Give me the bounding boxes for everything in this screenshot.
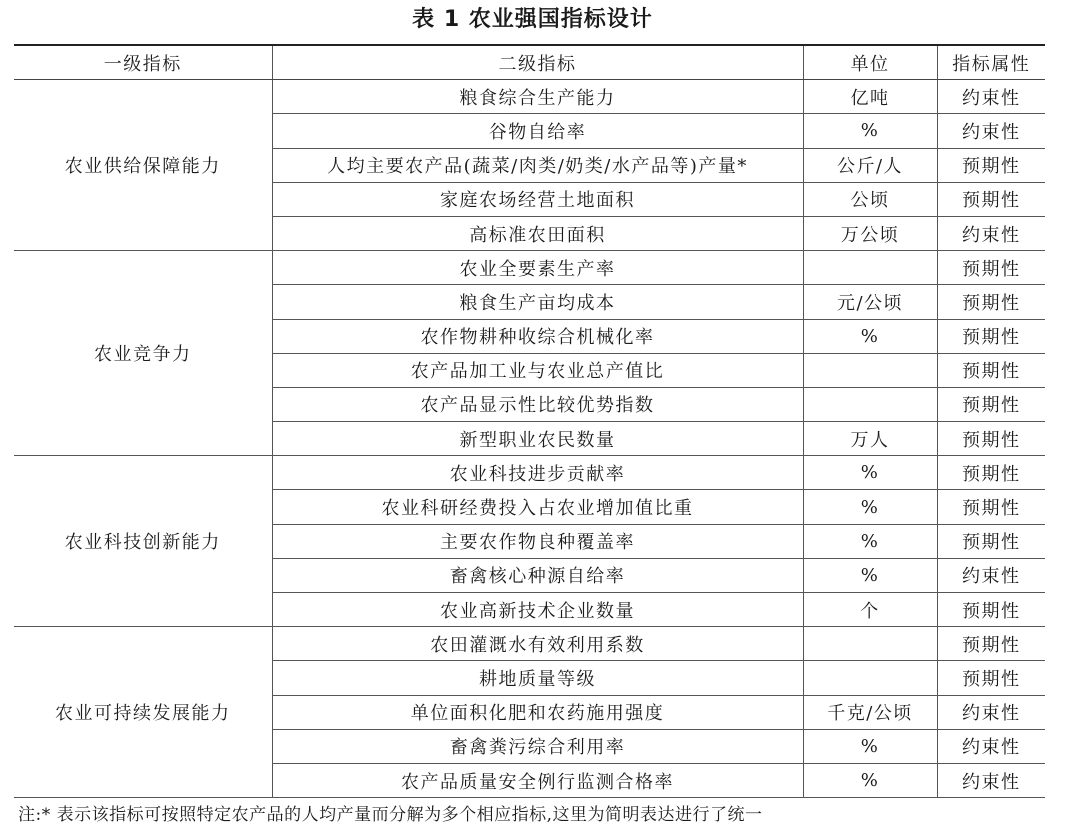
unit-cell: % <box>803 490 937 524</box>
attribute-cell: 约束性 <box>937 695 1045 729</box>
attribute-cell: 预期性 <box>937 524 1045 558</box>
attribute-cell: 预期性 <box>937 251 1045 285</box>
unit-cell <box>803 251 937 285</box>
attribute-cell: 约束性 <box>937 729 1045 763</box>
header-level2: 二级指标 <box>272 45 803 80</box>
unit-cell: 公斤/人 <box>803 148 937 182</box>
header-level1: 一级指标 <box>14 45 272 80</box>
level2-indicator: 农业全要素生产率 <box>272 251 803 285</box>
attribute-cell: 预期性 <box>937 456 1045 490</box>
level2-indicator: 主要农作物良种覆盖率 <box>272 524 803 558</box>
unit-cell <box>803 353 937 387</box>
level2-indicator: 谷物自给率 <box>272 114 803 148</box>
unit-cell: 亿吨 <box>803 80 937 114</box>
unit-cell: % <box>803 524 937 558</box>
level2-indicator: 农作物耕种收综合机械化率 <box>272 319 803 353</box>
level2-indicator: 高标准农田面积 <box>272 216 803 250</box>
unit-cell: 千克/公顷 <box>803 695 937 729</box>
level2-indicator: 新型职业农民数量 <box>272 422 803 456</box>
unit-cell: % <box>803 319 937 353</box>
unit-cell: % <box>803 729 937 763</box>
attribute-cell: 预期性 <box>937 490 1045 524</box>
table-row <box>14 456 1045 490</box>
level2-indicator: 农田灌溉水有效利用系数 <box>272 627 803 661</box>
unit-cell: % <box>803 558 937 592</box>
table-title: 表 1 农业强国指标设计 <box>412 7 653 32</box>
attribute-cell: 预期性 <box>937 353 1045 387</box>
table-row <box>14 251 1045 285</box>
attribute-cell: 约束性 <box>937 80 1045 114</box>
level1-indicator: 农业科技创新能力 <box>14 456 272 627</box>
attribute-cell: 约束性 <box>937 114 1045 148</box>
level2-indicator: 粮食综合生产能力 <box>272 80 803 114</box>
level2-indicator: 单位面积化肥和农药施用强度 <box>272 695 803 729</box>
header-attribute: 指标属性 <box>937 45 1045 80</box>
unit-cell: 万人 <box>803 422 937 456</box>
level2-indicator: 畜禽粪污综合利用率 <box>272 729 803 763</box>
attribute-cell: 预期性 <box>937 285 1045 319</box>
unit-cell: 元/公顷 <box>803 285 937 319</box>
level2-indicator: 耕地质量等级 <box>272 661 803 695</box>
unit-cell: % <box>803 763 937 797</box>
level2-indicator: 农业科研经费投入占农业增加值比重 <box>272 490 803 524</box>
unit-cell: % <box>803 456 937 490</box>
level2-indicator: 家庭农场经营土地面积 <box>272 182 803 216</box>
unit-cell <box>803 387 937 421</box>
level2-indicator: 农业高新技术企业数量 <box>272 593 803 627</box>
level2-indicator: 农产品显示性比较优势指数 <box>272 387 803 421</box>
attribute-cell: 预期性 <box>937 661 1045 695</box>
attribute-cell: 约束性 <box>937 558 1045 592</box>
indicator-table <box>14 44 1045 798</box>
table-row <box>14 80 1045 114</box>
header-unit: 单位 <box>803 45 937 80</box>
attribute-cell: 预期性 <box>937 627 1045 661</box>
level2-indicator: 农产品加工业与农业总产值比 <box>272 353 803 387</box>
unit-cell <box>803 627 937 661</box>
level2-indicator: 农产品质量安全例行监测合格率 <box>272 763 803 797</box>
level2-indicator: 人均主要农产品(蔬菜/肉类/奶类/水产品等)产量* <box>272 148 803 182</box>
attribute-cell: 约束性 <box>937 763 1045 797</box>
attribute-cell: 约束性 <box>937 216 1045 250</box>
unit-cell: 公顷 <box>803 182 937 216</box>
table-header-row <box>14 45 1045 80</box>
unit-cell <box>803 661 937 695</box>
level2-indicator: 畜禽核心种源自给率 <box>272 558 803 592</box>
unit-cell: % <box>803 114 937 148</box>
level1-indicator: 农业可持续发展能力 <box>14 627 272 798</box>
attribute-cell: 预期性 <box>937 182 1045 216</box>
attribute-cell: 预期性 <box>937 593 1045 627</box>
level1-indicator: 农业供给保障能力 <box>14 80 272 251</box>
attribute-cell: 预期性 <box>937 422 1045 456</box>
attribute-cell: 预期性 <box>937 387 1045 421</box>
level2-indicator: 粮食生产亩均成本 <box>272 285 803 319</box>
table-body <box>14 80 1045 798</box>
unit-cell: 万公顷 <box>803 216 937 250</box>
attribute-cell: 预期性 <box>937 319 1045 353</box>
table-note: 注:* 表示该指标可按照特定农产品的人均产量而分解为多个相应指标,这里为简明表达进行了统一 <box>18 805 763 825</box>
attribute-cell: 预期性 <box>937 148 1045 182</box>
level1-indicator: 农业竞争力 <box>14 251 272 456</box>
table-row <box>14 627 1045 661</box>
level2-indicator: 农业科技进步贡献率 <box>272 456 803 490</box>
unit-cell: 个 <box>803 593 937 627</box>
